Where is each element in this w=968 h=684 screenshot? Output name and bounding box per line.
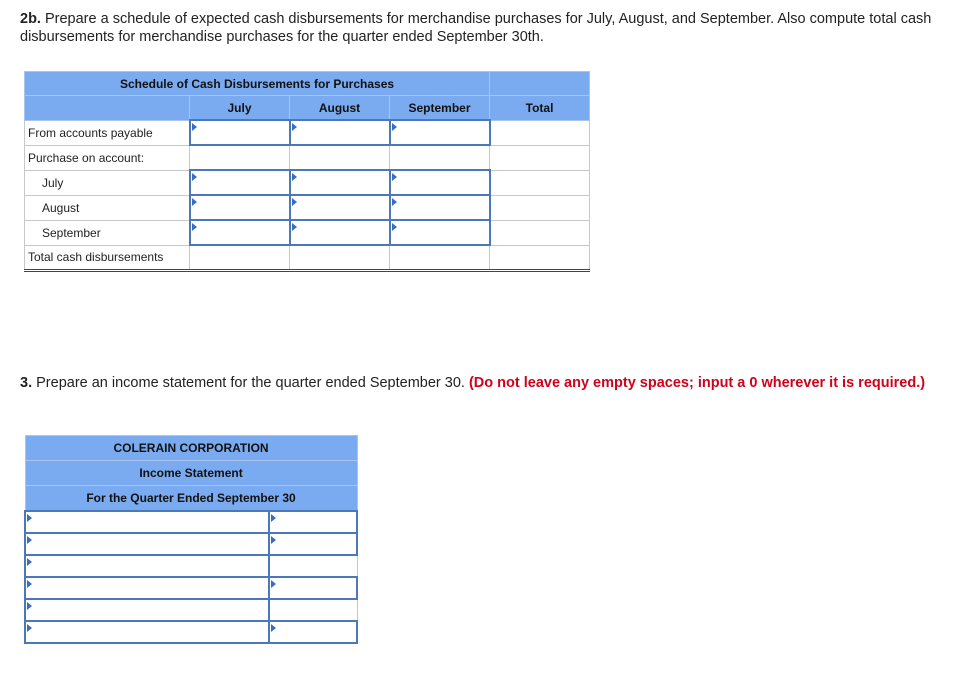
dropdown-marker-icon: [392, 173, 397, 181]
dropdown-marker-icon: [192, 198, 197, 206]
income-line-amount-input[interactable]: [269, 577, 357, 599]
dropdown-marker-icon: [192, 173, 197, 181]
input-july-july[interactable]: [190, 170, 290, 195]
input-september-september[interactable]: [390, 220, 490, 245]
dropdown-marker-icon: [392, 123, 397, 131]
input-july-august[interactable]: [290, 170, 390, 195]
dropdown-marker-icon: [271, 536, 276, 544]
question-text: Prepare an income statement for the quarter ended September 30.: [36, 375, 465, 391]
dropdown-marker-icon: [27, 580, 32, 588]
header-blank: [490, 72, 590, 96]
input-september-july[interactable]: [190, 220, 290, 245]
row-label-august: August: [25, 195, 190, 220]
income-line-amount-cell[interactable]: [269, 599, 357, 621]
income-line-label-input[interactable]: [25, 599, 269, 621]
blank-cell: [490, 145, 590, 170]
dropdown-marker-icon: [271, 624, 276, 632]
input-september-total[interactable]: [490, 220, 590, 245]
dropdown-marker-icon: [292, 223, 297, 231]
blank-cell: [290, 145, 390, 170]
input-ap-august[interactable]: [290, 120, 390, 145]
row-label-total-cash-disbursements: Total cash disbursements: [25, 245, 190, 271]
dropdown-marker-icon: [392, 198, 397, 206]
dropdown-marker-icon: [27, 624, 32, 632]
total-total[interactable]: [490, 245, 590, 271]
question-number: 3.: [20, 375, 33, 391]
blank-cell: [390, 145, 490, 170]
blank-cell: [190, 145, 290, 170]
income-line-label-input[interactable]: [25, 555, 269, 577]
dropdown-marker-icon: [292, 173, 297, 181]
company-name: COLERAIN CORPORATION: [25, 436, 357, 461]
income-line-amount-input[interactable]: [269, 511, 357, 533]
input-september-august[interactable]: [290, 220, 390, 245]
input-august-total[interactable]: [490, 195, 590, 220]
input-ap-july[interactable]: [190, 120, 290, 145]
input-august-august[interactable]: [290, 195, 390, 220]
input-july-total[interactable]: [490, 170, 590, 195]
income-line-label-input[interactable]: [25, 511, 269, 533]
row-label-purchase-on-account: Purchase on account:: [25, 145, 190, 170]
dropdown-marker-icon: [292, 198, 297, 206]
input-july-september[interactable]: [390, 170, 490, 195]
row-label-september: September: [25, 220, 190, 245]
input-ap-september[interactable]: [390, 120, 490, 145]
question-text: Prepare a schedule of expected cash disbursements for merchandise purchases for July, August, and September. Also compute total cash disbursements for merchandise purchases for the quarter ended September 30th.: [20, 11, 932, 45]
input-august-september[interactable]: [390, 195, 490, 220]
header-blank: [25, 96, 190, 121]
column-header-total: Total: [490, 96, 590, 121]
dropdown-marker-icon: [27, 514, 32, 522]
column-header-september: September: [390, 96, 490, 121]
income-line-amount-input[interactable]: [269, 621, 357, 643]
total-july[interactable]: [190, 245, 290, 271]
dropdown-marker-icon: [292, 123, 297, 131]
income-line-label-input[interactable]: [25, 577, 269, 599]
dropdown-marker-icon: [27, 536, 32, 544]
column-header-august: August: [290, 96, 390, 121]
row-label-from-accounts-payable: From accounts payable: [25, 120, 190, 145]
dropdown-marker-icon: [27, 558, 32, 566]
dropdown-marker-icon: [271, 514, 276, 522]
question-3-instructions: [20, 374, 955, 392]
question-number: 2b.: [20, 11, 41, 27]
question-note: (Do not leave any empty spaces; input a 0 wherever it is required.): [468, 375, 926, 391]
dropdown-marker-icon: [192, 223, 197, 231]
dropdown-marker-icon: [27, 602, 32, 610]
income-line-amount-cell[interactable]: [269, 555, 357, 577]
total-august[interactable]: [290, 245, 390, 271]
column-header-july: July: [190, 96, 290, 121]
cash-disbursements-schedule: [24, 71, 590, 272]
total-september[interactable]: [390, 245, 490, 271]
income-line-label-input[interactable]: [25, 533, 269, 555]
schedule-title: Schedule of Cash Disbursements for Purchases: [25, 72, 490, 96]
dropdown-marker-icon: [192, 123, 197, 131]
input-ap-total[interactable]: [490, 120, 590, 145]
income-line-amount-input[interactable]: [269, 533, 357, 555]
dropdown-marker-icon: [271, 580, 276, 588]
statement-period: For the Quarter Ended September 30: [25, 486, 357, 512]
dropdown-marker-icon: [392, 223, 397, 231]
statement-name: Income Statement: [25, 461, 357, 486]
income-line-label-input[interactable]: [25, 621, 269, 643]
input-august-july[interactable]: [190, 195, 290, 220]
question-2b-instructions: [20, 10, 955, 46]
row-label-july: July: [25, 170, 190, 195]
income-statement-table: [24, 435, 358, 644]
